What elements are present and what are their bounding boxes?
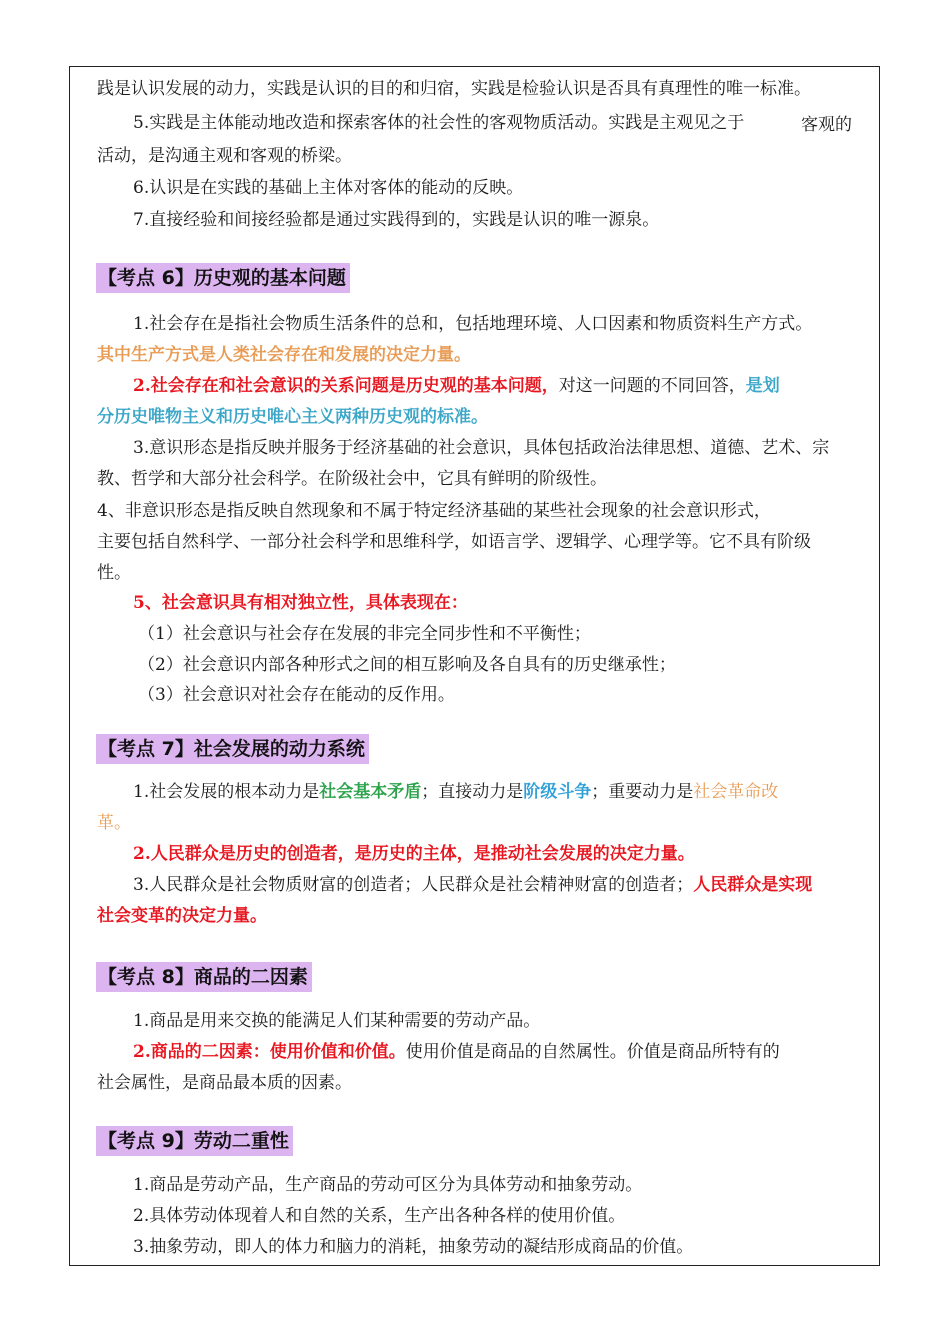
highlight-orange: 社会革命改 [693,782,779,802]
paragraph-line: 5.实践是主体能动地改造和探索客体的社会性的客观物质活动。实践是主观见之于 [133,113,745,133]
paragraph-line: 活动，是沟通主观和客观的桥梁。 [97,146,352,166]
paragraph-line: 1.社会存在是指社会物质生活条件的总和，包括地理环境、人口因素和物质资料生产方式。 [133,314,813,334]
highlight-line: 2.人民群众是历史的创造者，是历史的主体，是推动社会发展的决定力量。 [133,844,695,864]
highlight-line: 5、社会意识具有相对独立性，具体表现在： [133,593,468,613]
paragraph-line: 主要包括自然科学、一部分社会科学和思维科学，如语言学、逻辑学、心理学等。它不具有阶级 [97,532,811,552]
paragraph-line: 2.具体劳动体现着人和自然的关系，生产出各种各样的使用价值。 [133,1206,626,1226]
section-heading-6: 【考点 6】历史观的基本问题 [96,263,350,293]
highlight-green: 社会基本矛盾 [319,782,422,802]
highlight-red: 2.商品的二因素：使用价值和价值。 [133,1042,406,1062]
plain-text: ；直接动力是 [421,782,524,802]
paragraph-line: 客观的 [801,115,852,135]
paragraph-line: 1.商品是劳动产品，生产商品的劳动可区分为具体劳动和抽象劳动。 [133,1175,643,1195]
section-heading-7: 【考点 7】社会发展的动力系统 [96,734,369,764]
plain-text: 3.人民群众是社会物质财富的创造者；人民群众是社会精神财富的创造者； [133,875,694,895]
paragraph-line [133,1041,780,1063]
highlight-line: 革。 [97,813,131,833]
highlight-line: 社会变革的决定力量。 [97,906,267,926]
paragraph-line: 6.认识是在实践的基础上主体对客体的能动的反映。 [133,178,524,198]
paragraph-line [133,874,812,896]
highlight-blue: 阶级斗争 [523,782,592,802]
list-item: （2）社会意识内部各种形式之间的相互影响及各自具有的历史继承性； [138,655,676,675]
paragraph-line [133,781,778,803]
paragraph-line: 教、哲学和大部分社会科学。在阶级社会中，它具有鲜明的阶级性。 [97,469,607,489]
plain-text: 使用价值是商品的自然属性。价值是商品所特有的 [405,1042,780,1062]
paragraph-line: 3.抽象劳动，即人的体力和脑力的消耗，抽象劳动的凝结形成商品的价值。 [133,1237,694,1257]
list-item: （3）社会意识对社会存在能动的反作用。 [138,685,455,705]
paragraph-line: 践是认识发展的动力，实践是认识的目的和归宿，实践是检验认识是否具有真理性的唯一标准。 [97,79,811,99]
highlight-line: 其中生产方式是人类社会存在和发展的决定力量。 [97,345,471,365]
paragraph-line: 7.直接经验和间接经验都是通过实践得到的，实践是认识的唯一源泉。 [133,210,660,230]
plain-text: 对这一问题的不同回答， [558,376,746,396]
section-heading-9: 【考点 9】劳动二重性 [96,1126,293,1156]
plain-text: 1.社会发展的根本动力是 [133,782,320,802]
paragraph-line: 3.意识形态是指反映并服务于经济基础的社会意识，具体包括政治法律思想、道德、艺术、宗 [133,438,830,458]
section-heading-8: 【考点 8】商品的二因素 [96,962,312,992]
paragraph-line: 4、非意识形态是指反映自然现象和不属于特定经济基础的某些社会现象的社会意识形式， [97,501,771,521]
highlight-line: 分历史唯物主义和历史唯心主义两种历史观的标准。 [97,407,488,427]
paragraph-line: 1.商品是用来交换的能满足人们某种需要的劳动产品。 [133,1011,541,1031]
highlight-red: 人民群众是实现 [693,875,813,895]
list-item: （1）社会意识与社会存在发展的非完全同步性和不平衡性； [138,624,591,644]
paragraph-line: 社会属性，是商品最本质的因素。 [97,1073,352,1093]
plain-text: ；重要动力是 [591,782,694,802]
paragraph-line: 性。 [97,563,131,583]
highlight-red: 2.社会存在和社会意识的关系问题是历史观的基本问题， [133,376,559,396]
paragraph-line [133,375,780,397]
highlight-teal: 是划 [745,376,780,396]
